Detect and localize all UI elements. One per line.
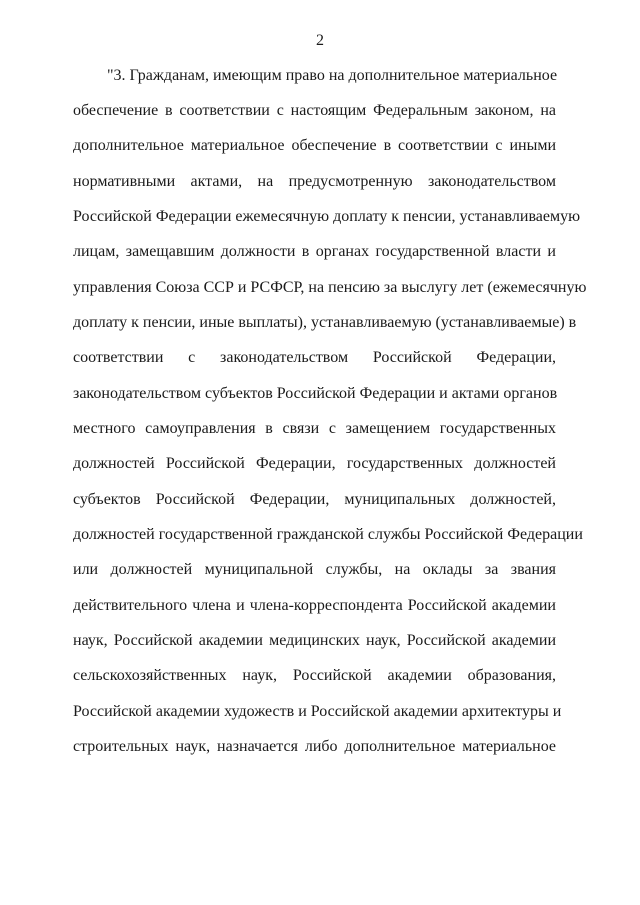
page-number: 2 <box>316 32 324 49</box>
text-line: должностей государственной гражданской службы Российской Федерации <box>73 526 583 543</box>
text-line: строительных наук, назначается либо дополнительное материальное <box>73 738 556 755</box>
text-line: нормативными актами, на предусмотренную законодательством <box>73 173 556 190</box>
text-line: обеспечение в соответствии с настоящим Федеральным законом, на <box>73 102 556 119</box>
text-line: должностей Российской Федерации, государственных должностей <box>73 455 556 472</box>
text-line: "3. Гражданам, имеющим право на дополнительное материальное <box>107 67 558 84</box>
text-line: местного самоуправления в связи с замещением государственных <box>73 420 556 437</box>
text-line: соответствии с законодательством Российской Федерации, <box>73 349 556 366</box>
text-line: дополнительное материальное обеспечение в соответствии с иными <box>73 137 556 154</box>
text-line: законодательством субъектов Российской Федерации и актами органов <box>73 385 558 402</box>
text-line: наук, Российской академии медицинских наук, Российской академии <box>73 632 556 649</box>
text-line: или должностей муниципальной службы, на оклады за звания <box>73 561 556 578</box>
text-line: действительного члена и члена-корреспондента Российской академии <box>73 597 556 614</box>
text-line: сельскохозяйственных наук, Российской академии образования, <box>73 667 556 684</box>
text-line: Российской академии художеств и Российской академии архитектуры и <box>73 703 562 720</box>
text-line: лицам, замещавшим должности в органах государственной власти и <box>73 243 556 260</box>
text-line: управления Союза ССР и РСФСР, на пенсию за выслугу лет (ежемесячную <box>73 279 587 296</box>
text-line: доплату к пенсии, иные выплаты), устанавливаемую (устанавливаемые) в <box>73 314 577 331</box>
text-line: Российской Федерации ежемесячную доплату к пенсии, устанавливаемую <box>73 208 581 225</box>
text-line: субъектов Российской Федерации, муниципальных должностей, <box>73 491 556 508</box>
